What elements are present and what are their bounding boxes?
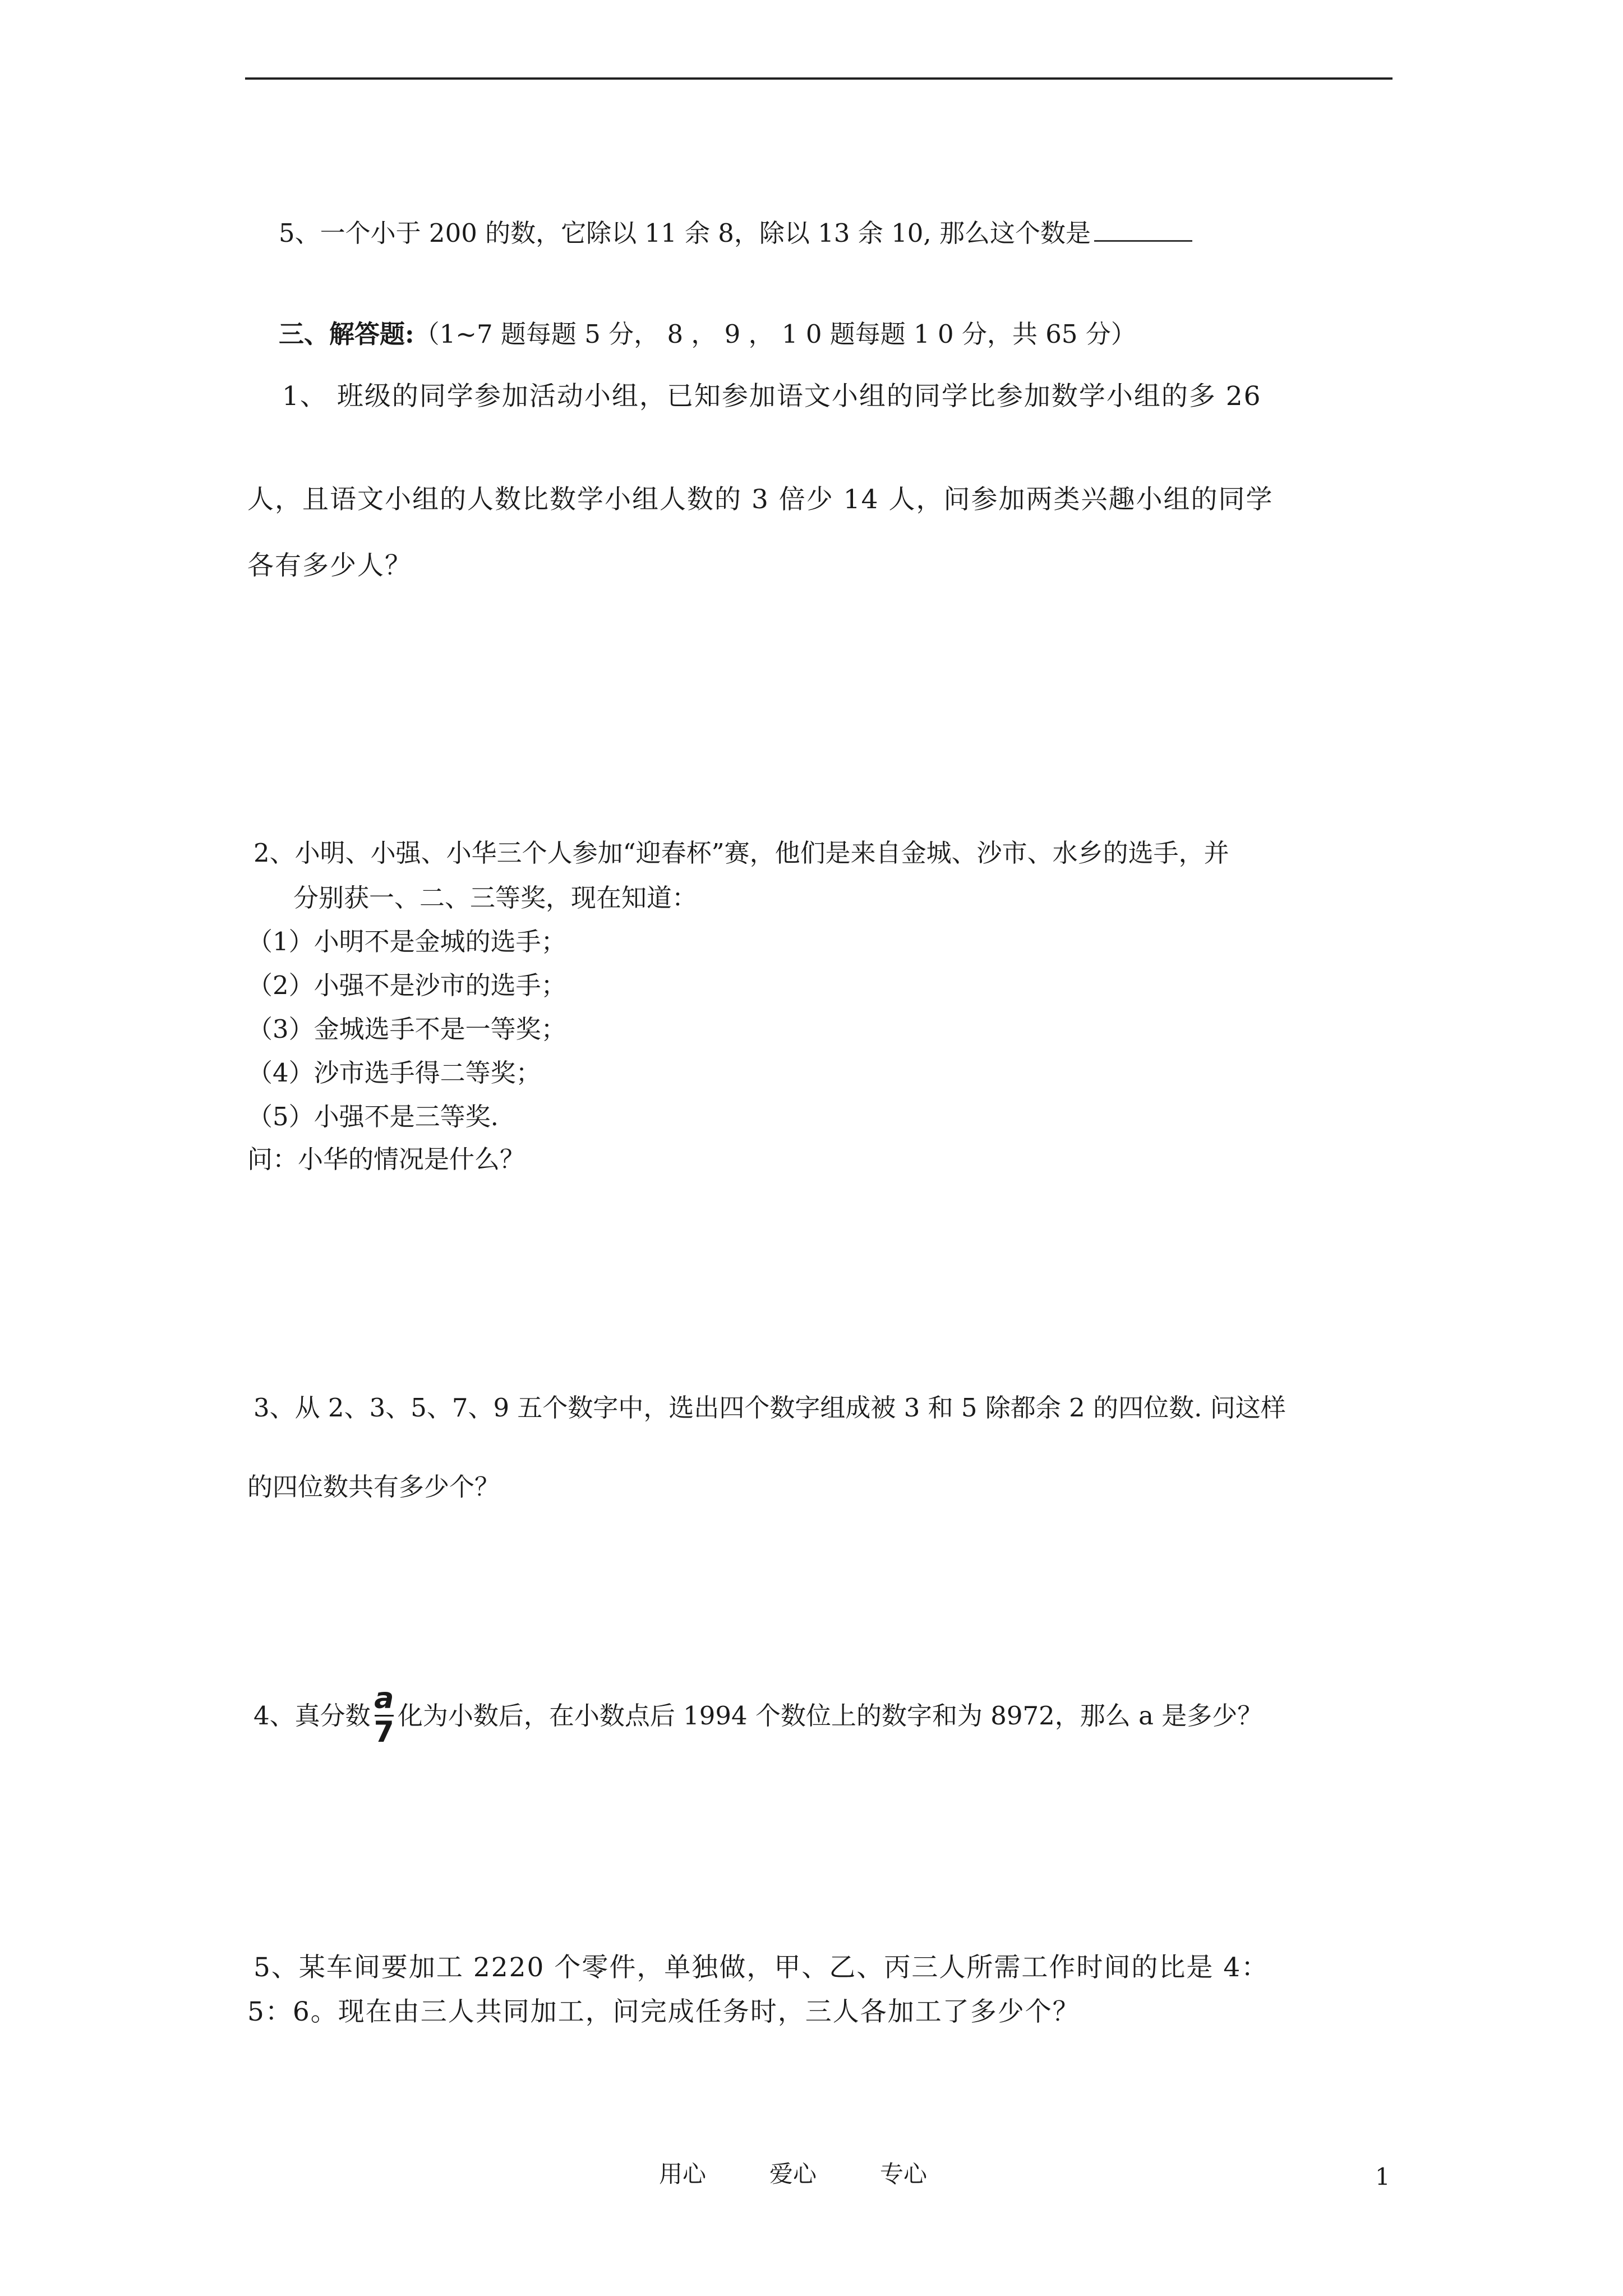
fraction-a-over-7 [374,1682,394,1750]
question-2-condition-3: （3）金城选手不是一等奖； [247,1014,566,1044]
footer-word-2: 爱心 [769,2160,817,2188]
page-number: 1 [1375,2163,1390,2191]
question-2-ask: 问：小华的情况是什么？ [247,1144,525,1174]
question-1-line-3: 各有多少人？ [247,550,412,581]
question-2-condition-5: （5）小强不是三等奖. [247,1102,499,1131]
question-2-condition-4: （4）沙市选手得二等奖； [247,1058,541,1088]
fraction-denominator: 7 [374,1715,394,1750]
question-2-condition-1: （1）小明不是金城的选手； [247,927,566,956]
footer-word-3: 专心 [880,2160,928,2188]
answer-blank[interactable] [1094,218,1192,242]
question-4 [253,1682,1263,1750]
fraction-numerator: a [374,1682,394,1715]
section-title: 三、解答题: [279,319,414,349]
question-3-line-2: 的四位数共有多少个？ [247,1472,500,1502]
section-heading [279,321,1136,347]
header-rule [245,77,1393,80]
question-5-line-1: 5、某车间要加工 2220 个零件，单独做，甲、乙、丙三人所需工作时间的比是 4： [253,1952,1269,1983]
section-scoring-note: （1~7 题每题 5 分， 8 ， 9 ， 1 0 题每题 1 0 分，共 65 分） [414,319,1136,349]
fill-in-question-5 [279,218,1192,246]
question-1-line-2: 人，且语文小组的人数比数学小组人数的 3 倍少 14 人，问参加两类兴趣小组的同学 [247,484,1274,515]
question-5-line-2: 5：6。现在由三人共同加工，问完成任务时，三人各加工了多少个？ [247,1996,1080,2027]
question-3-line-1: 3、从 2、3、5、7、9 五个数字中，选出四个数字组成被 3 和 5 除都余 2 的四位数. 问这样 [253,1393,1286,1423]
question-4-prefix: 4、真分数 [253,1701,371,1731]
question-2-line-2: 分别获一、二、三等奖，现在知道： [293,883,698,913]
question-2-line-1: 2、小明、小强、小华三个人参加“迎春杯”赛，他们是来自金城、沙市、水乡的选手，并 [253,838,1229,868]
question-4-suffix: 化为小数后，在小数点后 1994 个数位上的数字和为 8972，那么 a 是多少？ [397,1701,1263,1731]
fill-in-question-5-text: 5、一个小于 200 的数，它除以 11 余 8，除以 13 余 10, 那么这个数是 [279,218,1091,248]
question-1-line-1: 1、 班级的同学参加活动小组，已知参加语文小组的同学比参加数学小组的多 26 [282,381,1262,412]
question-2-condition-2: （2）小强不是沙市的选手； [247,970,566,1000]
footer-word-1: 用心 [659,2160,707,2188]
